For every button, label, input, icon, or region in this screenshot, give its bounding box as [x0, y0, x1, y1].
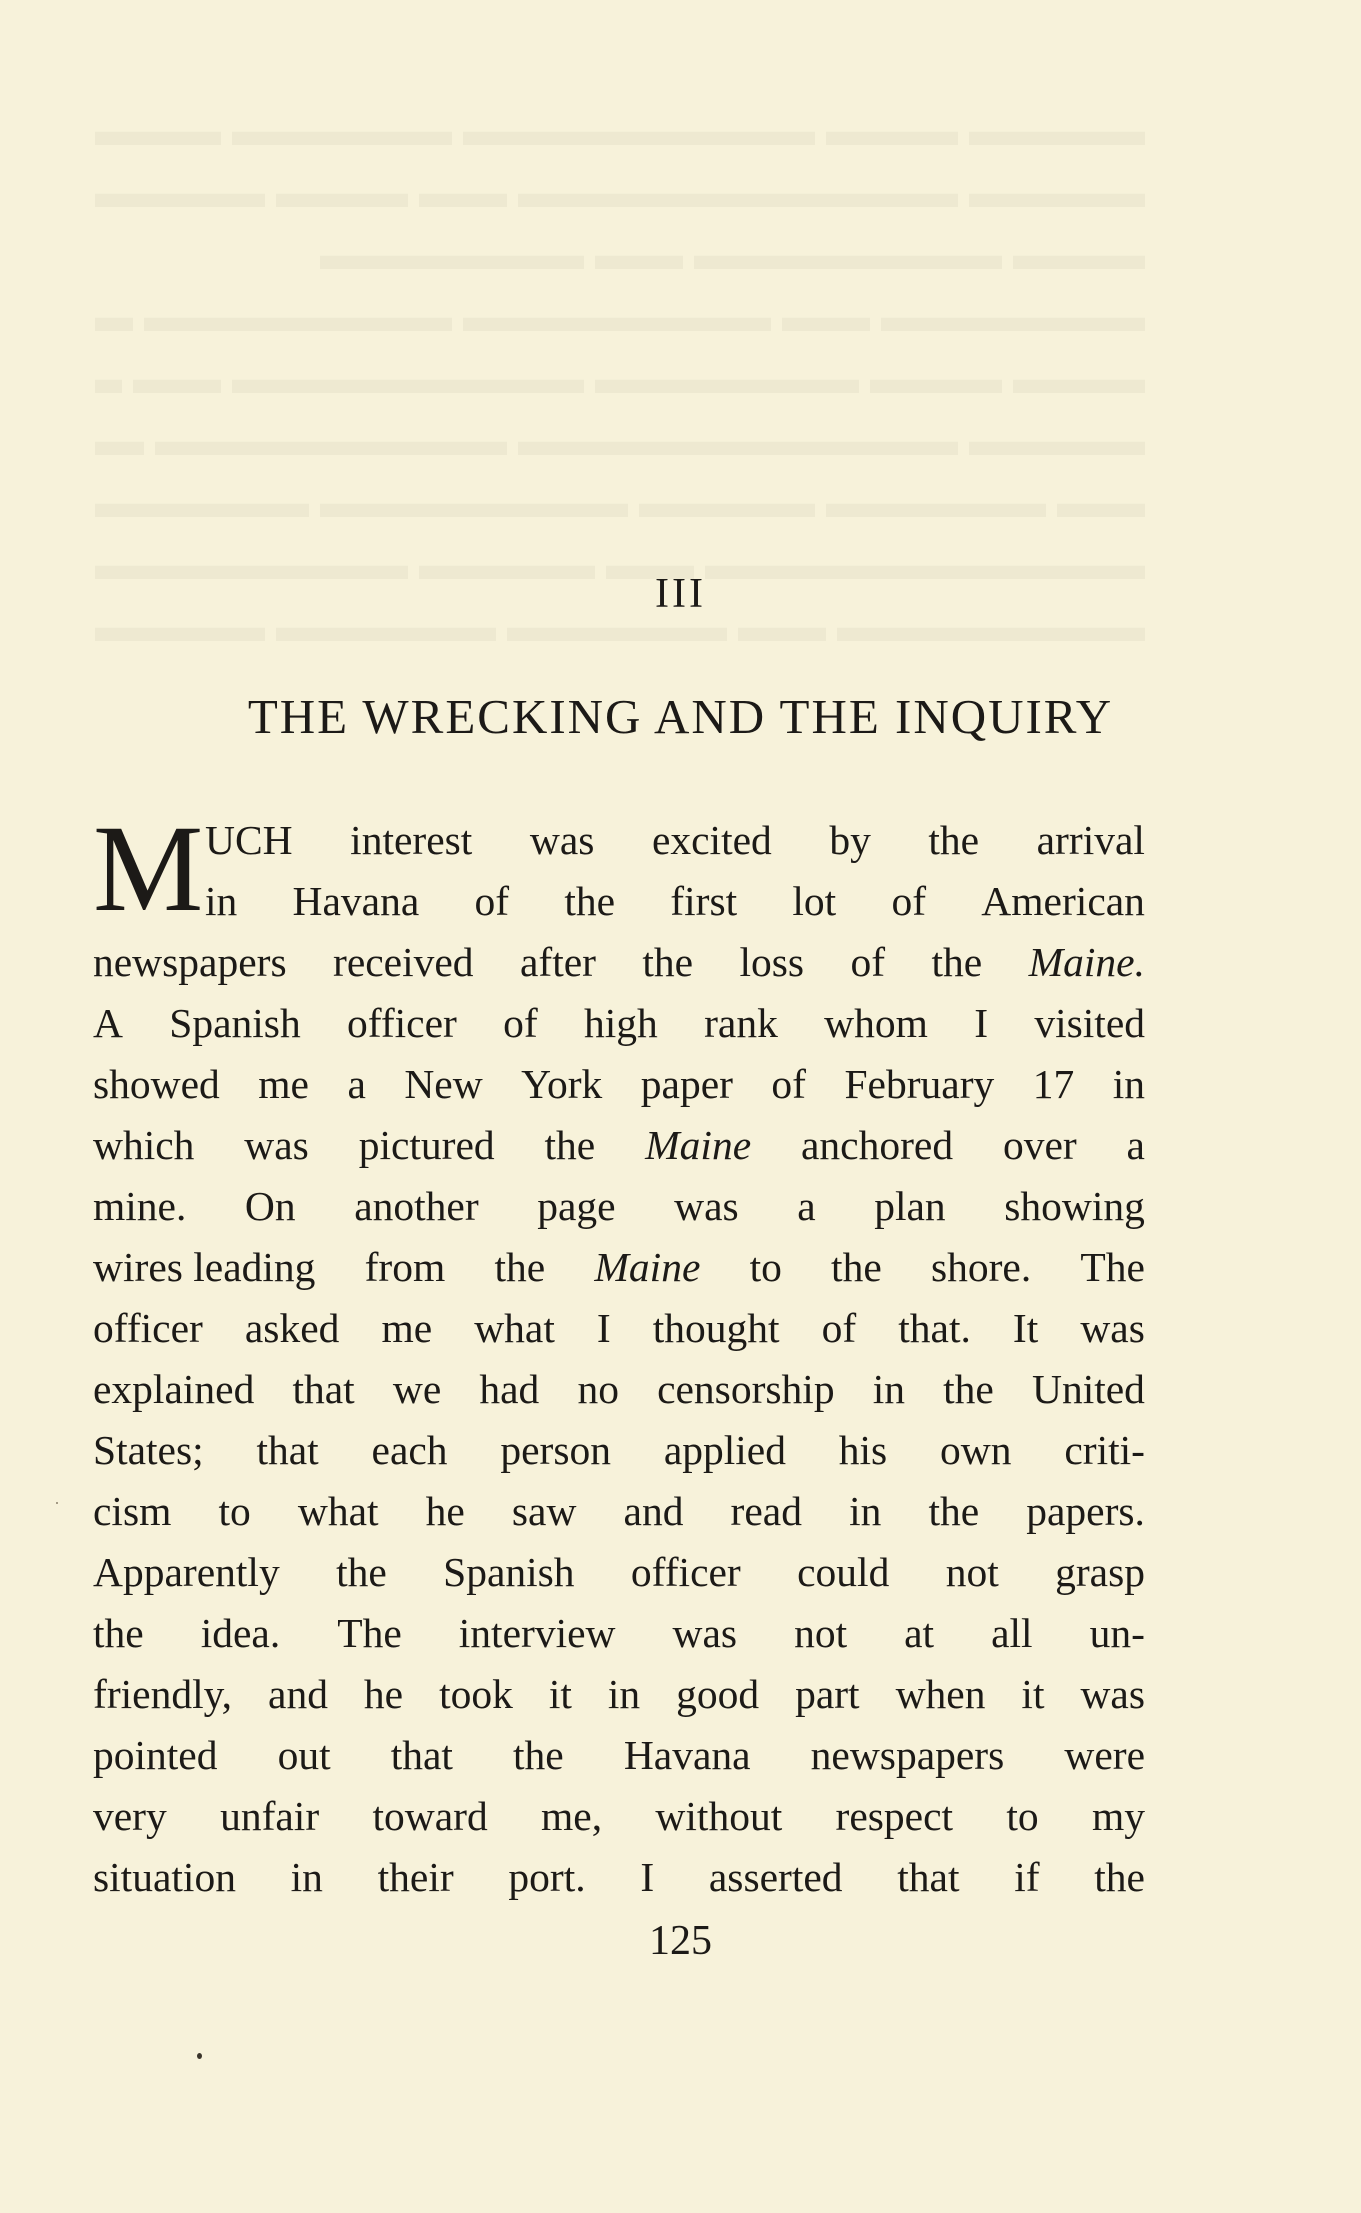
text-line	[93, 810, 1145, 871]
word: he	[425, 1488, 465, 1534]
word: was	[672, 1610, 738, 1656]
word: respect	[835, 1793, 954, 1839]
word: officer	[630, 1549, 741, 1595]
word: by	[829, 817, 871, 863]
word: paper	[640, 1061, 733, 1107]
word: a	[797, 1183, 816, 1229]
word: that	[390, 1732, 453, 1778]
word: I	[974, 1000, 989, 1046]
drop-cap: M	[93, 800, 204, 937]
word: high	[584, 1000, 658, 1046]
word: applied	[663, 1427, 786, 1473]
word: a	[347, 1061, 366, 1107]
word: I	[596, 1305, 611, 1351]
word: in	[205, 878, 238, 924]
word: York	[521, 1061, 603, 1107]
word: On	[244, 1183, 296, 1229]
word: toward	[372, 1793, 488, 1839]
word: it	[1021, 1671, 1045, 1717]
word: over	[1002, 1122, 1077, 1168]
text-line	[93, 1603, 1145, 1664]
word: was	[529, 817, 595, 863]
word: that	[897, 1854, 960, 1900]
word: situation	[93, 1854, 236, 1900]
word: me	[381, 1305, 433, 1351]
word: the	[513, 1732, 564, 1778]
word: the	[928, 817, 980, 863]
word: The	[1080, 1244, 1145, 1290]
word: each	[371, 1427, 448, 1473]
word: good	[676, 1671, 760, 1717]
word: States;	[93, 1427, 204, 1473]
word: all	[991, 1610, 1033, 1656]
word: the	[544, 1122, 596, 1168]
ink-speck	[197, 2053, 202, 2059]
word: received	[333, 939, 474, 985]
word: was	[244, 1122, 309, 1168]
word: asked	[244, 1305, 340, 1351]
word: officer	[93, 1305, 203, 1351]
word: the	[564, 878, 616, 924]
text-line	[93, 1542, 1145, 1603]
word: was	[1080, 1305, 1145, 1351]
text-line	[93, 1786, 1145, 1847]
word: me	[258, 1061, 309, 1107]
word: Spanish	[169, 1000, 301, 1046]
word: the	[93, 1610, 144, 1656]
text-line	[93, 1054, 1145, 1115]
word: plan	[874, 1183, 946, 1229]
word: excited	[651, 817, 772, 863]
word: when	[895, 1671, 986, 1717]
word: no	[577, 1366, 619, 1412]
word: in	[849, 1488, 882, 1534]
word: his	[838, 1427, 888, 1473]
word: censorship	[657, 1366, 835, 1412]
word: saw	[511, 1488, 577, 1534]
word: criti-	[1064, 1427, 1145, 1473]
word: Maine	[645, 1122, 752, 1168]
word: the	[943, 1366, 994, 1412]
word: friendly,	[93, 1671, 233, 1717]
word: of	[474, 878, 510, 924]
word: loss	[739, 939, 805, 985]
word: my	[1091, 1793, 1145, 1839]
word: showing	[1004, 1183, 1145, 1229]
word: and	[268, 1671, 328, 1717]
text-line	[93, 932, 1145, 993]
word: was	[1080, 1671, 1145, 1717]
word: part	[795, 1671, 860, 1717]
text-line	[93, 1725, 1145, 1786]
word: I	[640, 1854, 655, 1900]
word: A	[93, 1000, 123, 1046]
word: of	[850, 939, 886, 985]
word: read	[730, 1488, 802, 1534]
word: we	[392, 1366, 442, 1412]
word: that.	[898, 1305, 971, 1351]
word: interview	[458, 1610, 616, 1656]
word: and	[623, 1488, 684, 1534]
word: in	[872, 1366, 905, 1412]
word: officer	[347, 1000, 457, 1046]
word: cism	[93, 1488, 172, 1534]
word: Apparently	[93, 1549, 280, 1595]
word: Maine	[594, 1244, 701, 1290]
word: it	[548, 1671, 572, 1717]
word: It	[1012, 1305, 1039, 1351]
word: was	[674, 1183, 739, 1229]
word: newspapers	[93, 939, 287, 985]
word: the	[494, 1244, 546, 1290]
chapter-title: THE WRECKING AND THE INQUIRY	[247, 689, 1114, 744]
word: un-	[1089, 1610, 1145, 1656]
word: grasp	[1055, 1549, 1145, 1595]
word: in	[1112, 1061, 1145, 1107]
word: in	[607, 1671, 641, 1717]
text-line	[93, 1481, 1145, 1542]
word: papers.	[1026, 1488, 1145, 1534]
word: whom	[824, 1000, 928, 1046]
word: first	[670, 878, 738, 924]
word: to	[218, 1488, 251, 1534]
word: could	[797, 1549, 890, 1595]
word: were	[1064, 1732, 1145, 1778]
text-line	[93, 1420, 1145, 1481]
reverse-page-show-through	[95, 100, 1145, 780]
word: 17	[1032, 1061, 1075, 1107]
word: me,	[541, 1793, 603, 1839]
word: thought	[652, 1305, 780, 1351]
word: the	[931, 939, 983, 985]
word: another	[354, 1183, 479, 1229]
word: The	[337, 1610, 402, 1656]
word: February	[844, 1061, 995, 1107]
word: American	[981, 878, 1145, 924]
word: to	[749, 1244, 782, 1290]
word: UCH	[205, 817, 293, 863]
text-line	[93, 871, 1145, 932]
text-line	[93, 1237, 1145, 1298]
text-line	[93, 1847, 1145, 1908]
word: shore.	[930, 1244, 1032, 1290]
word: not	[794, 1610, 848, 1656]
word: page	[537, 1183, 616, 1229]
word: the	[1094, 1854, 1145, 1900]
word: rank	[704, 1000, 778, 1046]
word: at	[904, 1610, 935, 1656]
text-line	[93, 1298, 1145, 1359]
word: that	[292, 1366, 355, 1412]
word: idea.	[200, 1610, 281, 1656]
text-line	[93, 1176, 1145, 1237]
word: of	[771, 1061, 806, 1107]
word: out	[277, 1732, 331, 1778]
word: arrival	[1036, 817, 1145, 863]
word: which	[93, 1122, 195, 1168]
word: their	[377, 1854, 454, 1900]
word: to	[1006, 1793, 1039, 1839]
word: Havana	[623, 1732, 751, 1778]
word: lot	[792, 878, 837, 924]
chapter-number: III	[655, 571, 706, 617]
word: what	[474, 1305, 555, 1351]
word: from	[364, 1244, 446, 1290]
word: he	[363, 1671, 404, 1717]
word: the	[642, 939, 694, 985]
word: asserted	[708, 1854, 843, 1900]
text-line	[93, 1359, 1145, 1420]
word: what	[297, 1488, 379, 1534]
word: pointed	[93, 1732, 218, 1778]
word: mine.	[93, 1183, 187, 1229]
text-line	[93, 1664, 1145, 1725]
word: took	[439, 1671, 513, 1717]
text-line	[93, 1115, 1145, 1176]
word: if	[1014, 1854, 1040, 1900]
word: own	[940, 1427, 1012, 1473]
paper-speck	[56, 1502, 58, 1504]
text-line	[93, 993, 1145, 1054]
word: explained	[93, 1366, 255, 1412]
word: without	[655, 1793, 783, 1839]
word: not	[945, 1549, 999, 1595]
word: of	[891, 878, 927, 924]
word: person	[500, 1427, 611, 1473]
word: after	[519, 939, 596, 985]
word: the	[831, 1244, 882, 1290]
word: unfair	[220, 1793, 320, 1839]
word: the	[336, 1549, 387, 1595]
word: New	[404, 1061, 483, 1107]
word: anchored	[800, 1122, 954, 1168]
word: visited	[1034, 1000, 1145, 1046]
word: of	[503, 1000, 538, 1046]
word: United	[1031, 1366, 1145, 1412]
word: wires leading	[93, 1244, 316, 1290]
word: Spanish	[443, 1549, 575, 1595]
word: a	[1126, 1122, 1145, 1168]
word: the	[928, 1488, 980, 1534]
word: pictured	[358, 1122, 495, 1168]
body-text	[93, 800, 1145, 1908]
word: port.	[508, 1854, 586, 1900]
word: very	[93, 1793, 167, 1839]
word: Havana	[292, 878, 420, 924]
word: of	[821, 1305, 857, 1351]
page-number: 125	[649, 1918, 712, 1964]
word: newspapers	[810, 1732, 1005, 1778]
word: in	[290, 1854, 323, 1900]
word: interest	[350, 817, 473, 863]
word: showed	[93, 1061, 220, 1107]
word: had	[479, 1366, 540, 1412]
word: Maine.	[1028, 939, 1145, 985]
word: that	[256, 1427, 319, 1473]
